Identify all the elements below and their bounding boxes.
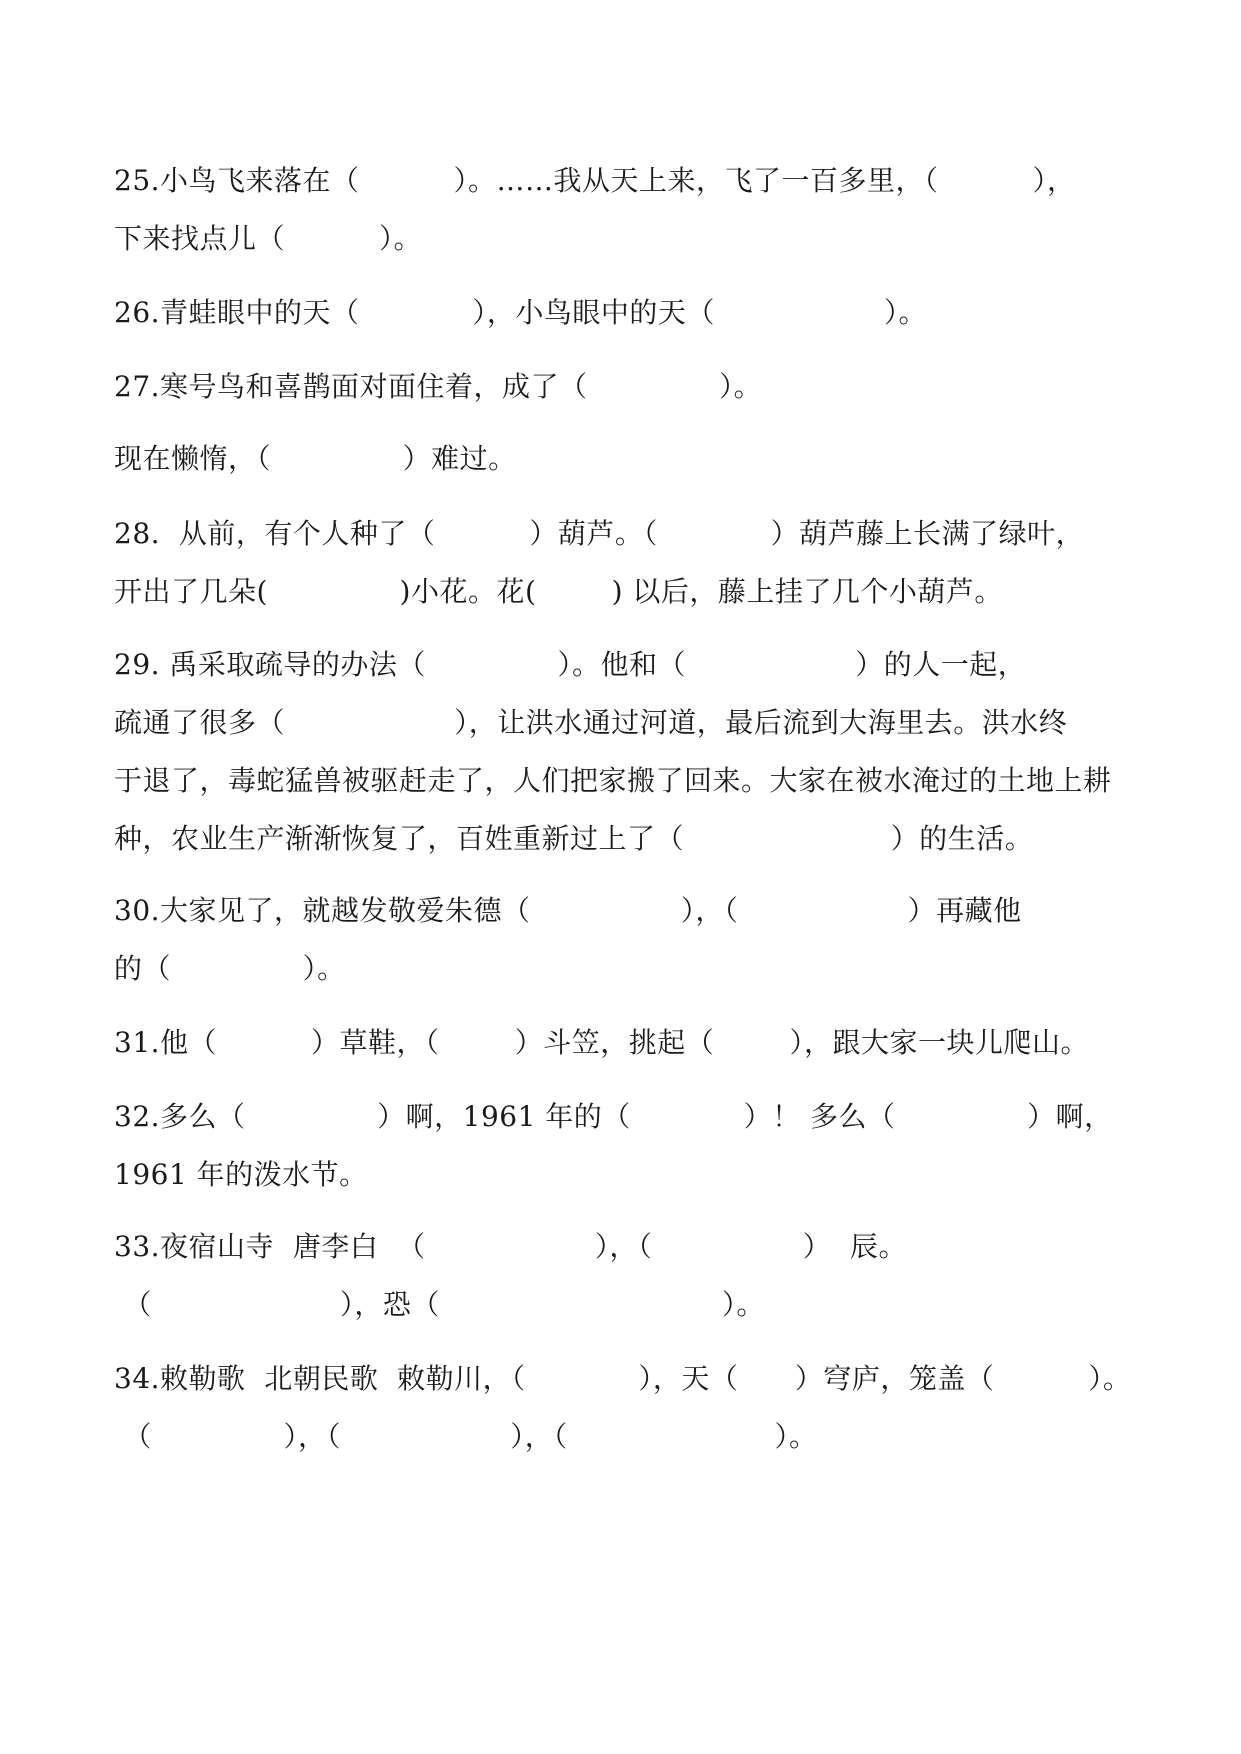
- question-29-line-1: 29. 禹采取疏导的办法（ ）。他和（ ）的人一起，: [114, 648, 1027, 681]
- question-29-line-4: 种，农业生产渐渐恢复了，百姓重新过上了（ ）的生活。: [114, 822, 1034, 855]
- question-32-line-1: 32.多么（ ）啊，1961 年的（ ）！ 多么（ ）啊，: [114, 1100, 1113, 1133]
- question-25-line-2: 下来找点儿（ ）。: [114, 222, 423, 255]
- question-30-line-2: 的（ ）。: [114, 952, 346, 985]
- question-31-line: 31.他（ ）草鞋，（ ）斗笠，挑起（ ），跟大家一块儿爬山。: [114, 1026, 1089, 1059]
- question-33-line-1: 33.夜宿山寺 唐李白 （ ），（ ） 辰。: [114, 1230, 908, 1263]
- question-28-line-2: 开出了几朵( )小花。花( ) 以后，藤上挂了几个小葫芦。: [114, 575, 1003, 608]
- question-30-line-1: 30.大家见了，就越发敬爱朱德（ ），（ ）再藏他: [114, 894, 1022, 927]
- question-27-line-1: 27.寒号鸟和喜鹊面对面住着，成了（ ）。: [114, 370, 763, 403]
- question-27-line-2: 现在懒惰，（ ）难过。: [114, 442, 517, 475]
- question-25-line-1: 25.小鸟飞来落在（ ）。……我从天上来，飞了一百多里，（ ），: [114, 164, 1076, 197]
- question-26-line: 26.青蛙眼中的天（ ），小鸟眼中的天（ ）。: [114, 296, 928, 329]
- question-34-line-2: （ ），（ ），（ ）。: [114, 1420, 818, 1453]
- question-32-line-2: 1961 年的泼水节。: [114, 1158, 368, 1191]
- question-33-line-2: （ ），恐（ ）。: [114, 1288, 765, 1321]
- question-29-line-2: 疏通了很多（ ），让洪水通过河道，最后流到大海里去。洪水终: [114, 706, 1068, 739]
- question-28-line-1: 28. 从前，有个人种了（ ）葫芦。（ ）葫芦藤上长满了绿叶，: [114, 517, 1085, 550]
- question-29-line-3: 于退了，毒蛇猛兽被驱赶走了，人们把家搬了回来。大家在被水淹过的土地上耕: [114, 764, 1112, 797]
- question-34-line-1: 34.敕勒歌 北朝民歌 敕勒川，（ ），天（ ）穹庐，笼盖（ ）。: [114, 1362, 1132, 1395]
